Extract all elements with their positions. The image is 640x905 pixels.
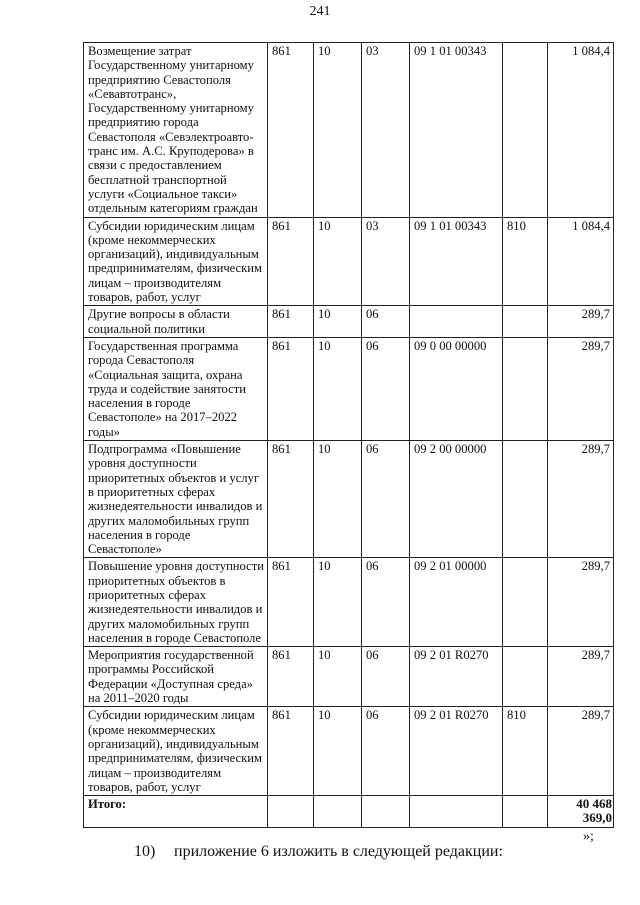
cell-sum: 1 084,4 — [548, 43, 614, 218]
closing-quote: »; — [583, 829, 594, 844]
cell-empty — [314, 796, 362, 828]
cell-csr: 09 2 01 00000 — [410, 558, 503, 647]
cell-vr: 810 — [503, 707, 548, 796]
cell-rz: 10 — [314, 441, 362, 558]
table-row — [84, 217, 614, 306]
cell-pr: 03 — [362, 43, 410, 218]
cell-name: Возмещение затрат Государственному унитарному предприятию Севастополя «Севавтотранс», Государственному унитарному предприятию города Севастополя «Севэлектроавто-транс им. А.С. Круподерова» в связи с предоставлением бесплатной транспортной услуги «Социальное такси» отдельным категориям граждан — [84, 43, 268, 218]
table-row — [84, 441, 614, 558]
cell-csr: 09 2 01 R0270 — [410, 707, 503, 796]
cell-vr — [503, 441, 548, 558]
cell-rz: 10 — [314, 337, 362, 440]
cell-csr: 09 2 01 R0270 — [410, 647, 503, 707]
total-row — [84, 796, 614, 828]
cell-pr: 06 — [362, 441, 410, 558]
cell-gr: 861 — [268, 707, 314, 796]
cell-vr — [503, 43, 548, 218]
budget-table — [83, 42, 614, 828]
table-body — [84, 43, 614, 796]
cell-rz: 10 — [314, 707, 362, 796]
cell-name: Подпрограмма «Повышение уровня доступности приоритетных объектов и услуг в приоритетных сферах жизнедеятельности инвалидов и других маломобильных групп населения в городе Севастополе» — [84, 441, 268, 558]
table-row — [84, 337, 614, 440]
cell-empty — [410, 796, 503, 828]
cell-empty — [268, 796, 314, 828]
cell-gr: 861 — [268, 647, 314, 707]
cell-csr: 09 2 00 00000 — [410, 441, 503, 558]
cell-gr: 861 — [268, 337, 314, 440]
instruction-text: приложение 6 изложить в следующей редакции: — [174, 843, 503, 860]
cell-name: Государственная программа города Севастополя «Социальная защита, охрана труда и содействие занятости населения в городе Севастополе» на 2017–2022 годы» — [84, 337, 268, 440]
cell-gr: 861 — [268, 441, 314, 558]
cell-sum: 289,7 — [548, 647, 614, 707]
cell-pr: 06 — [362, 558, 410, 647]
cell-gr: 861 — [268, 217, 314, 306]
cell-vr: 810 — [503, 217, 548, 306]
page-number: 241 — [309, 4, 331, 19]
cell-sum: 289,7 — [548, 441, 614, 558]
cell-csr: 09 1 01 00343 — [410, 43, 503, 218]
table-row — [84, 43, 614, 218]
table-row — [84, 558, 614, 647]
cell-rz: 10 — [314, 558, 362, 647]
cell-rz: 10 — [314, 43, 362, 218]
instruction-number: 10) — [134, 843, 156, 860]
cell-pr: 06 — [362, 647, 410, 707]
cell-gr: 861 — [268, 306, 314, 338]
cell-rz: 10 — [314, 217, 362, 306]
cell-pr: 06 — [362, 306, 410, 338]
instruction-line — [134, 843, 503, 861]
cell-csr: 09 0 00 00000 — [410, 337, 503, 440]
cell-name: Субсидии юридическим лицам (кроме некоммерческих организаций), индивидуальным предпринимателям, физическим лицам – производителям товаров, работ, услуг — [84, 217, 268, 306]
table-row — [84, 647, 614, 707]
cell-name: Другие вопросы в области социальной политики — [84, 306, 268, 338]
cell-pr: 06 — [362, 707, 410, 796]
cell-sum: 289,7 — [548, 707, 614, 796]
cell-name: Повышение уровня доступности приоритетных объектов в приоритетных сферах жизнедеятельности инвалидов и других маломобильных групп населения в городе Севастополе — [84, 558, 268, 647]
cell-pr: 03 — [362, 217, 410, 306]
cell-rz: 10 — [314, 647, 362, 707]
cell-vr — [503, 306, 548, 338]
cell-sum: 289,7 — [548, 337, 614, 440]
cell-vr — [503, 337, 548, 440]
cell-gr: 861 — [268, 43, 314, 218]
cell-sum: 289,7 — [548, 558, 614, 647]
cell-sum: 1 084,4 — [548, 217, 614, 306]
table-row — [84, 707, 614, 796]
cell-name: Субсидии юридическим лицам (кроме некоммерческих организаций), индивидуальным предпринимателям, физическим лицам – производителям товаров, работ, услуг — [84, 707, 268, 796]
cell-pr: 06 — [362, 337, 410, 440]
cell-rz: 10 — [314, 306, 362, 338]
cell-csr — [410, 306, 503, 338]
cell-vr — [503, 558, 548, 647]
cell-empty — [503, 796, 548, 828]
cell-name: Мероприятия государственной программы Российской Федерации «Доступная среда» на 2011–2020 годы — [84, 647, 268, 707]
cell-csr: 09 1 01 00343 — [410, 217, 503, 306]
total-label: Итого: — [84, 796, 268, 828]
total-sum: 40 468 369,0 — [548, 796, 614, 828]
cell-gr: 861 — [268, 558, 314, 647]
cell-vr — [503, 647, 548, 707]
cell-sum: 289,7 — [548, 306, 614, 338]
table-row — [84, 306, 614, 338]
cell-empty — [362, 796, 410, 828]
